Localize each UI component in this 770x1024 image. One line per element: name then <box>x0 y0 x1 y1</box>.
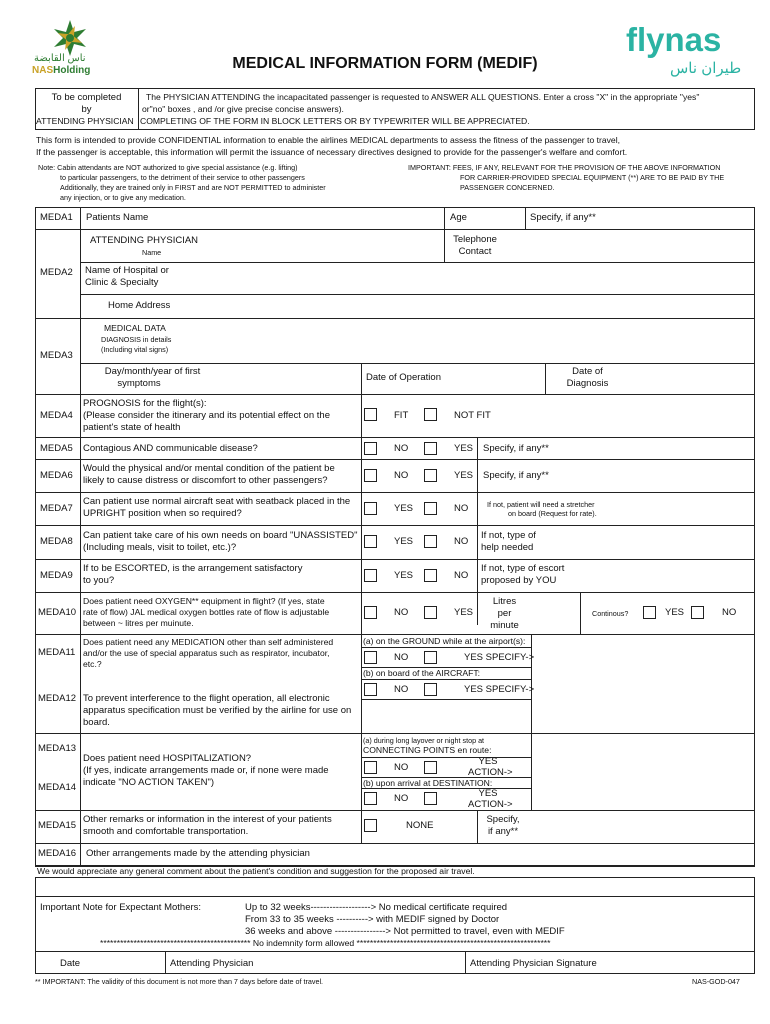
meda1-age-label: Age <box>450 212 467 223</box>
by-label: by <box>81 104 92 115</box>
meda3-diagnosis-label: DIAGNOSIS in details <box>101 335 172 344</box>
meda12-note-line-2: apparatus specification must be verified by the airline for use on <box>83 705 352 716</box>
meda11-code: MEDA11 <box>38 647 76 658</box>
meda6-question-line-1: Would the physical and/or mental condition of the patient be <box>83 463 335 474</box>
note-line-3: Additionally, they are trained only in FIRST and are NOT PERMITTED to administer <box>60 183 326 192</box>
meda13-layover-no-label: NO <box>394 762 409 773</box>
meda10-no-checkbox[interactable] <box>364 606 377 619</box>
meda9-question-line-1: If to be ESCORTED, is the arrangement satisfactory <box>83 563 303 574</box>
meda15-question-line-2: smooth and comfortable transportation. <box>83 826 249 837</box>
meda10-yes-label: YES <box>454 607 474 618</box>
meda5-no-label: NO <box>394 443 409 454</box>
meda5-code: MEDA5 <box>40 443 73 454</box>
meda11-aircraft-no-checkbox[interactable] <box>364 683 377 696</box>
meda3-date-of-diagnosis-line-1: Date of <box>572 366 603 377</box>
meda13-layover-label-line-1: (a) during long layover or night stop at <box>363 736 485 745</box>
meda3-date-of-diagnosis-line-2: Diagnosis <box>566 378 609 389</box>
meda13-layover-yes-checkbox[interactable] <box>424 761 437 774</box>
nas-star-icon <box>30 18 110 58</box>
meda15-code: MEDA15 <box>38 820 77 831</box>
meda5-yes-label: YES <box>454 443 474 454</box>
meda2-name-label: Name <box>142 248 162 257</box>
meda9-no-label: NO <box>454 570 469 581</box>
meda10-question-line-2: rate of flow) JAL medical oxygen bottles rate of flow is adjustable <box>83 607 330 617</box>
important-line-1: IMPORTANT: FEES, IF ANY, RELEVANT FOR THE PROVISION OF THE ABOVE INFORMATION <box>408 163 721 172</box>
meda13-layover-yes-label: YES <box>478 756 498 767</box>
meda8-no-checkbox[interactable] <box>424 535 437 548</box>
meda10-no-label: NO <box>394 607 409 618</box>
meda10-continuous-yes-checkbox[interactable] <box>643 606 656 619</box>
note-line-1: Note: Cabin attendants are NOT authorized to give special assistance (e.g. lifting) <box>38 163 298 172</box>
meda8-no-label: NO <box>454 536 469 547</box>
meda15-none-label: NONE <box>406 820 434 831</box>
note-line-2: to particular passengers, to the detriment of their service to other passengers <box>60 173 305 182</box>
meda2-contact-label: Contact <box>458 246 492 257</box>
meda6-no-label: NO <box>394 470 409 481</box>
meda10-per-label: per <box>497 608 512 619</box>
instruction-line-2: or"no" boxes , and /or give precise concise answers). <box>142 104 344 114</box>
meda2-attending-physician-label: ATTENDING PHYSICIAN <box>90 235 199 246</box>
meda11-ground-label: (a) on the GROUND while at the airport(s): <box>363 636 526 646</box>
meda9-escort-note-line-2: proposed by YOU <box>481 575 557 586</box>
meda10-minute-label: minute <box>490 620 519 631</box>
meda7-question-line-2: UPRIGHT position when so required? <box>83 508 242 519</box>
meda3-first-symptoms-line-2: symptoms <box>117 378 161 389</box>
meda8-code: MEDA8 <box>40 536 73 547</box>
meda12-note-line-1: To prevent interference to the flight operation, all electronic <box>83 693 330 704</box>
page-title: MEDICAL INFORMATION FORM (MEDIF) <box>232 55 538 72</box>
meda10-question-line-3: between ~ litres per muinute. <box>83 618 194 628</box>
meda13-question-line-2: (If yes, indicate arrangements made or, if none were made <box>83 765 329 776</box>
nas-latin-name: NASHolding <box>32 65 91 76</box>
meda3-code: MEDA3 <box>40 350 73 361</box>
meda5-specify-label: Specify, if any** <box>483 443 549 454</box>
meda13-code: MEDA13 <box>38 743 77 754</box>
meda4-fit-label: FIT <box>394 410 409 421</box>
meda6-question-line-2: likely to cause distress or discomfort to other passengers? <box>83 475 328 486</box>
meda10-continuous-label: Continous? <box>592 609 629 618</box>
expectant-mothers-label: Important Note for Expectant Mothers: <box>40 902 202 913</box>
meda8-help-note-line-2: help needed <box>481 542 534 553</box>
meda3-first-symptoms-line-1: Day/month/year of first <box>104 366 201 377</box>
meda9-question-line-2: to you? <box>83 575 115 586</box>
meda15-specify-line-1: Specify, <box>486 814 520 825</box>
meda16-code: MEDA16 <box>38 848 77 859</box>
meda10-continuous-no-checkbox[interactable] <box>691 606 704 619</box>
meda4-not-fit-checkbox[interactable] <box>424 408 437 421</box>
meda11-aircraft-yes-specify-label: YES SPECIFY-> <box>464 684 535 695</box>
to-be-completed-label: To be completed <box>51 92 122 103</box>
instruction-line-3: COMPLETING OF THE FORM IN BLOCK LETTERS OR BY TYPEWRITER WILL BE APPRECIATED. <box>140 116 530 126</box>
meda11-ground-no-checkbox[interactable] <box>364 651 377 664</box>
meda8-yes-label: YES <box>394 536 414 547</box>
meda14-destination-label: (b) upon arrival at DESTINATION: <box>363 778 493 788</box>
meda14-destination-yes-checkbox[interactable] <box>424 792 437 805</box>
meda9-no-checkbox[interactable] <box>424 569 437 582</box>
meda10-yes-checkbox[interactable] <box>424 606 437 619</box>
meda13-question-line-1: Does patient need HOSPITALIZATION? <box>83 753 252 764</box>
meda3-vital-signs-label: (Including vital signs) <box>101 345 169 354</box>
meda11-ground-yes-specify-label: YES SPECIFY-> <box>464 652 535 663</box>
general-comment-label: We would appreciate any general comment about the patient's condition and suggestion for the proposed air travel. <box>37 866 475 876</box>
meda14-code: MEDA14 <box>38 782 77 793</box>
meda4-code: MEDA4 <box>40 410 73 421</box>
meda6-no-checkbox[interactable] <box>364 469 377 482</box>
meda10-question-line-1: Does patient need OXYGEN** equipment in flight? (If yes, state <box>83 596 325 606</box>
meda11-ground-yes-checkbox[interactable] <box>424 651 437 664</box>
meda6-specify-label: Specify, if any** <box>483 470 549 481</box>
meda8-yes-checkbox[interactable] <box>364 535 377 548</box>
footer-attending-physician-label: Attending Physician <box>170 958 254 969</box>
meda2-code: MEDA2 <box>40 267 73 278</box>
meda11-aircraft-label: (b) on board of the AIRCRAFT: <box>363 668 481 678</box>
validity-note: ** IMPORTANT: The validity of this document is not more than 7 days before date of travel. <box>35 977 324 986</box>
expectant-mothers-line-3: 36 weeks and above ----------------> Not permitted to travel, even with MEDIF <box>245 926 565 937</box>
meda4-question-line-2: (Please consider the itinerary and its potential effect on the <box>83 410 330 421</box>
meda11-ground-no-label: NO <box>394 652 409 663</box>
meda10-code: MEDA10 <box>38 607 77 618</box>
meda9-code: MEDA9 <box>40 570 73 581</box>
meda10-continuous-yes-label: YES <box>665 607 685 618</box>
confidential-line-2: If the passenger is acceptable, this information will permit the issuance of necessary directives designed to provide for the passenger's welfare and comfort. <box>36 147 628 157</box>
meda9-escort-note-line-1: If not, type of escort <box>481 563 565 574</box>
instruction-line-1: The PHYSICIAN ATTENDING the incapacitated passenger is requested to ANSWER ALL QUESTIONS. Enter a cross "X" in the appropriate "yes" <box>146 92 700 102</box>
meda15-question-line-1: Other remarks or information in the interest of your patients <box>83 814 332 825</box>
meda13-layover-label-line-2: CONNECTING POINTS en route: <box>363 745 492 755</box>
meda9-yes-checkbox[interactable] <box>364 569 377 582</box>
meda7-no-checkbox[interactable] <box>424 502 437 515</box>
meda7-question-line-1: Can patient use normal aircraft seat with seatback placed in the <box>83 496 351 507</box>
meda15-none-checkbox[interactable] <box>364 819 377 832</box>
meda2-hospital-line-2: Clinic & Specialty <box>85 277 159 288</box>
meda6-yes-checkbox[interactable] <box>424 469 437 482</box>
meda13-layover-action-label: ACTION-> <box>468 767 513 778</box>
meda1-specify-label: Specify, if any** <box>530 212 596 223</box>
meda4-fit-checkbox[interactable] <box>364 408 377 421</box>
flynas-logo <box>620 22 755 82</box>
meda9-yes-label: YES <box>394 570 414 581</box>
meda14-destination-yes-label: YES <box>478 788 498 799</box>
meda14-destination-action-label: ACTION-> <box>468 799 513 810</box>
meda7-yes-checkbox[interactable] <box>364 502 377 515</box>
meda11-question-line-1: Does patient need any MEDICATION other than self administered <box>83 637 334 647</box>
meda5-no-checkbox[interactable] <box>364 442 377 455</box>
expectant-mothers-line-4: ********************************************* No indemnity form allowed ********************************************************** <box>100 938 551 948</box>
meda12-note-line-3: board. <box>83 717 110 728</box>
meda6-yes-label: YES <box>454 470 474 481</box>
meda11-question-line-2: and/or the use of special apparatus such as respirator, incubator, <box>83 648 330 658</box>
meda5-question: Contagious AND communicable disease? <box>83 443 258 454</box>
meda16-question: Other arrangements made by the attending physician <box>86 848 310 859</box>
meda2-hospital-line-1: Name of Hospital or <box>85 265 169 276</box>
meda14-destination-no-checkbox[interactable] <box>364 792 377 805</box>
signature-row <box>35 952 755 974</box>
attending-physician-label: ATTENDING PHYSICIAN <box>36 116 134 126</box>
meda4-not-fit-label: NOT FIT <box>454 410 491 421</box>
meda14-destination-no-label: NO <box>394 793 409 804</box>
footer-date-label: Date <box>60 958 81 969</box>
important-line-3: PASSENGER CONCERNED. <box>460 183 555 192</box>
meda7-no-label: NO <box>454 503 469 514</box>
footer-physician-signature-label: Attending Physician Signature <box>470 958 597 969</box>
meda13-question-line-3: indicate "NO ACTION TAKEN") <box>83 777 214 788</box>
meda10-litres-label: Litres <box>492 596 517 607</box>
meda2-telephone-label: Telephone <box>453 234 497 245</box>
meda3-date-of-operation-label: Date of Operation <box>366 372 441 383</box>
meda7-stretcher-note-line-1: If not, patient will need a stretcher <box>487 500 595 509</box>
document-code: NAS-GOD-047 <box>692 977 740 986</box>
meda1-patients-name-label: Patients Name <box>86 212 149 223</box>
meda12-code: MEDA12 <box>38 693 77 704</box>
flynas-wordmark: flynas <box>626 21 722 58</box>
note-line-4: any injection, or to give any medication. <box>60 193 186 202</box>
meda8-question-line-1: Can patient take care of his own needs on board "UNASSISTED" <box>83 530 358 541</box>
confidential-line-1: This form is intended to provide CONFIDENTIAL information to enable the airlines MEDICAL departments to assess the fitness of the passenger to travel, <box>36 135 621 145</box>
general-comment-field[interactable] <box>35 877 755 897</box>
meda8-question-line-2: (Including meals, visit to toilet, etc.)? <box>83 542 237 553</box>
meda15-specify-line-2: if any** <box>487 826 519 837</box>
meda8-help-note-line-1: If not, type of <box>481 530 536 541</box>
meda5-yes-checkbox[interactable] <box>424 442 437 455</box>
expectant-mothers-line-1: Up to 32 weeks-------------------> No medical certificate required <box>245 902 508 913</box>
meda7-code: MEDA7 <box>40 503 73 514</box>
meda7-stretcher-note-line-2: on board (Request for rate). <box>508 509 597 518</box>
meda4-question-line-3: patient's state of health <box>83 422 181 433</box>
meda4-question-line-1: PROGNOSIS for the flight(s): <box>83 398 207 409</box>
meda10-continuous-no-label: NO <box>722 607 737 618</box>
meda11-aircraft-yes-checkbox[interactable] <box>424 683 437 696</box>
expectant-mothers-line-2: From 33 to 35 weeks ----------> with MEDIF signed by Doctor <box>245 914 500 925</box>
meda7-yes-label: YES <box>394 503 414 514</box>
meda1-code: MEDA1 <box>40 212 73 223</box>
meda3-medical-data-label: MEDICAL DATA <box>104 323 166 333</box>
meda13-layover-no-checkbox[interactable] <box>364 761 377 774</box>
meda6-code: MEDA6 <box>40 470 73 481</box>
meda11-aircraft-no-label: NO <box>394 684 409 695</box>
nas-arabic-name: ناس القابضة <box>34 53 86 64</box>
meda11-question-line-3: etc.? <box>83 659 102 669</box>
meda2-home-address-label: Home Address <box>108 300 171 311</box>
flynas-arabic: طيران ناس <box>670 60 742 77</box>
important-line-2: FOR CARRIER-PROVIDED SPECIAL EQUIPMENT (**) ARE TO BE PAID BY THE <box>460 173 725 182</box>
